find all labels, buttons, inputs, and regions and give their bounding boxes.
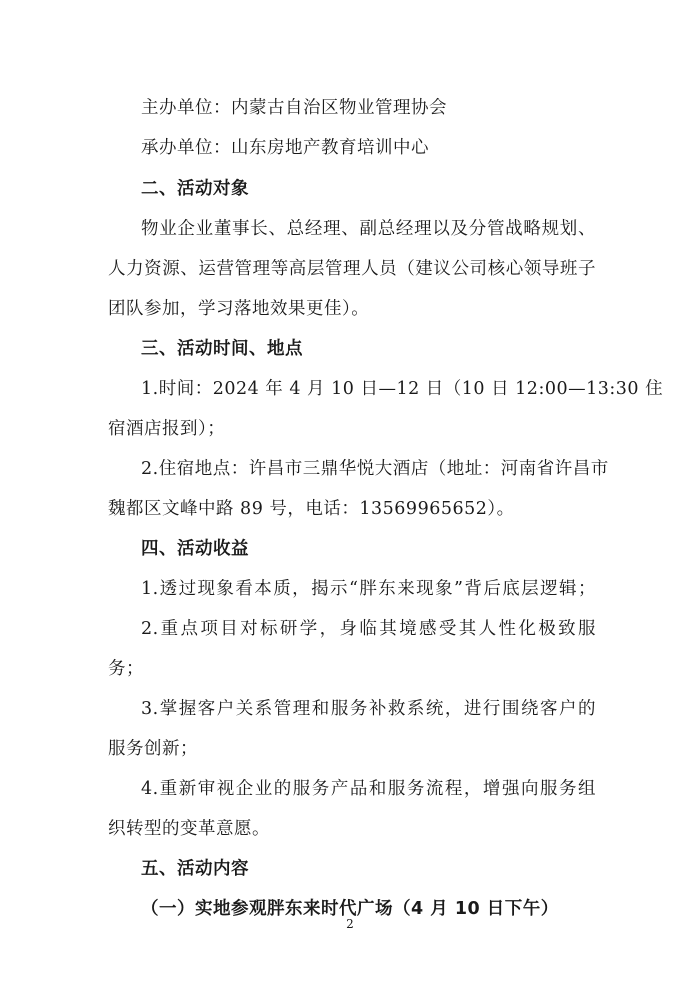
time-line: 宿酒店报到）；: [108, 419, 226, 439]
section-heading-target-audience: 二、活动对象: [141, 179, 249, 199]
audience-paragraph-line: 人力资源、运营管理等高层管理人员（建议公司核心领导班子: [108, 259, 596, 279]
benefit-item: 1.透过现象看本质，揭示“胖东来现象”背后底层逻辑；: [141, 579, 596, 599]
benefit-item: 服务创新；: [108, 739, 198, 759]
benefit-item: 3.掌握客户关系管理和服务补救系统，进行围绕客户的: [141, 699, 596, 719]
audience-paragraph-line: 团队参加，学习落地效果更佳）。: [108, 299, 370, 319]
section-heading-benefits: 四、活动收益: [141, 539, 249, 559]
benefit-item: 2.重点项目对标研学，身临其境感受其人性化极致服: [141, 619, 596, 639]
lodging-line: 魏都区文峰中路 89 号，电话：13569965652）。: [108, 499, 515, 519]
section-heading-time-location: 三、活动时间、地点: [141, 339, 303, 359]
organizer-line: 主办单位：内蒙古自治区物业管理协会: [141, 98, 447, 118]
benefit-item: 织转型的变革意愿。: [108, 819, 270, 839]
co-organizer-line: 承办单位：山东房地产教育培训中心: [141, 138, 429, 158]
section-heading-content: 五、活动内容: [141, 859, 249, 879]
benefit-item: 务；: [108, 659, 144, 679]
audience-paragraph-line: 物业企业董事长、总经理、副总经理以及分管战略规划、: [141, 219, 596, 239]
benefit-item: 4.重新审视企业的服务产品和服务流程，增强向服务组: [141, 779, 596, 799]
subsection-heading-site-visit: （一）实地参观胖东来时代广场（4 月 10 日下午）: [141, 899, 559, 919]
page-number: 2: [346, 917, 354, 931]
lodging-line: 2.住宿地点：许昌市三鼎华悦大酒店（地址：河南省许昌市: [141, 459, 609, 479]
time-line: 1.时间：2024 年 4 月 10 日—12 日（10 日 12:00—13:30 住: [141, 379, 664, 399]
